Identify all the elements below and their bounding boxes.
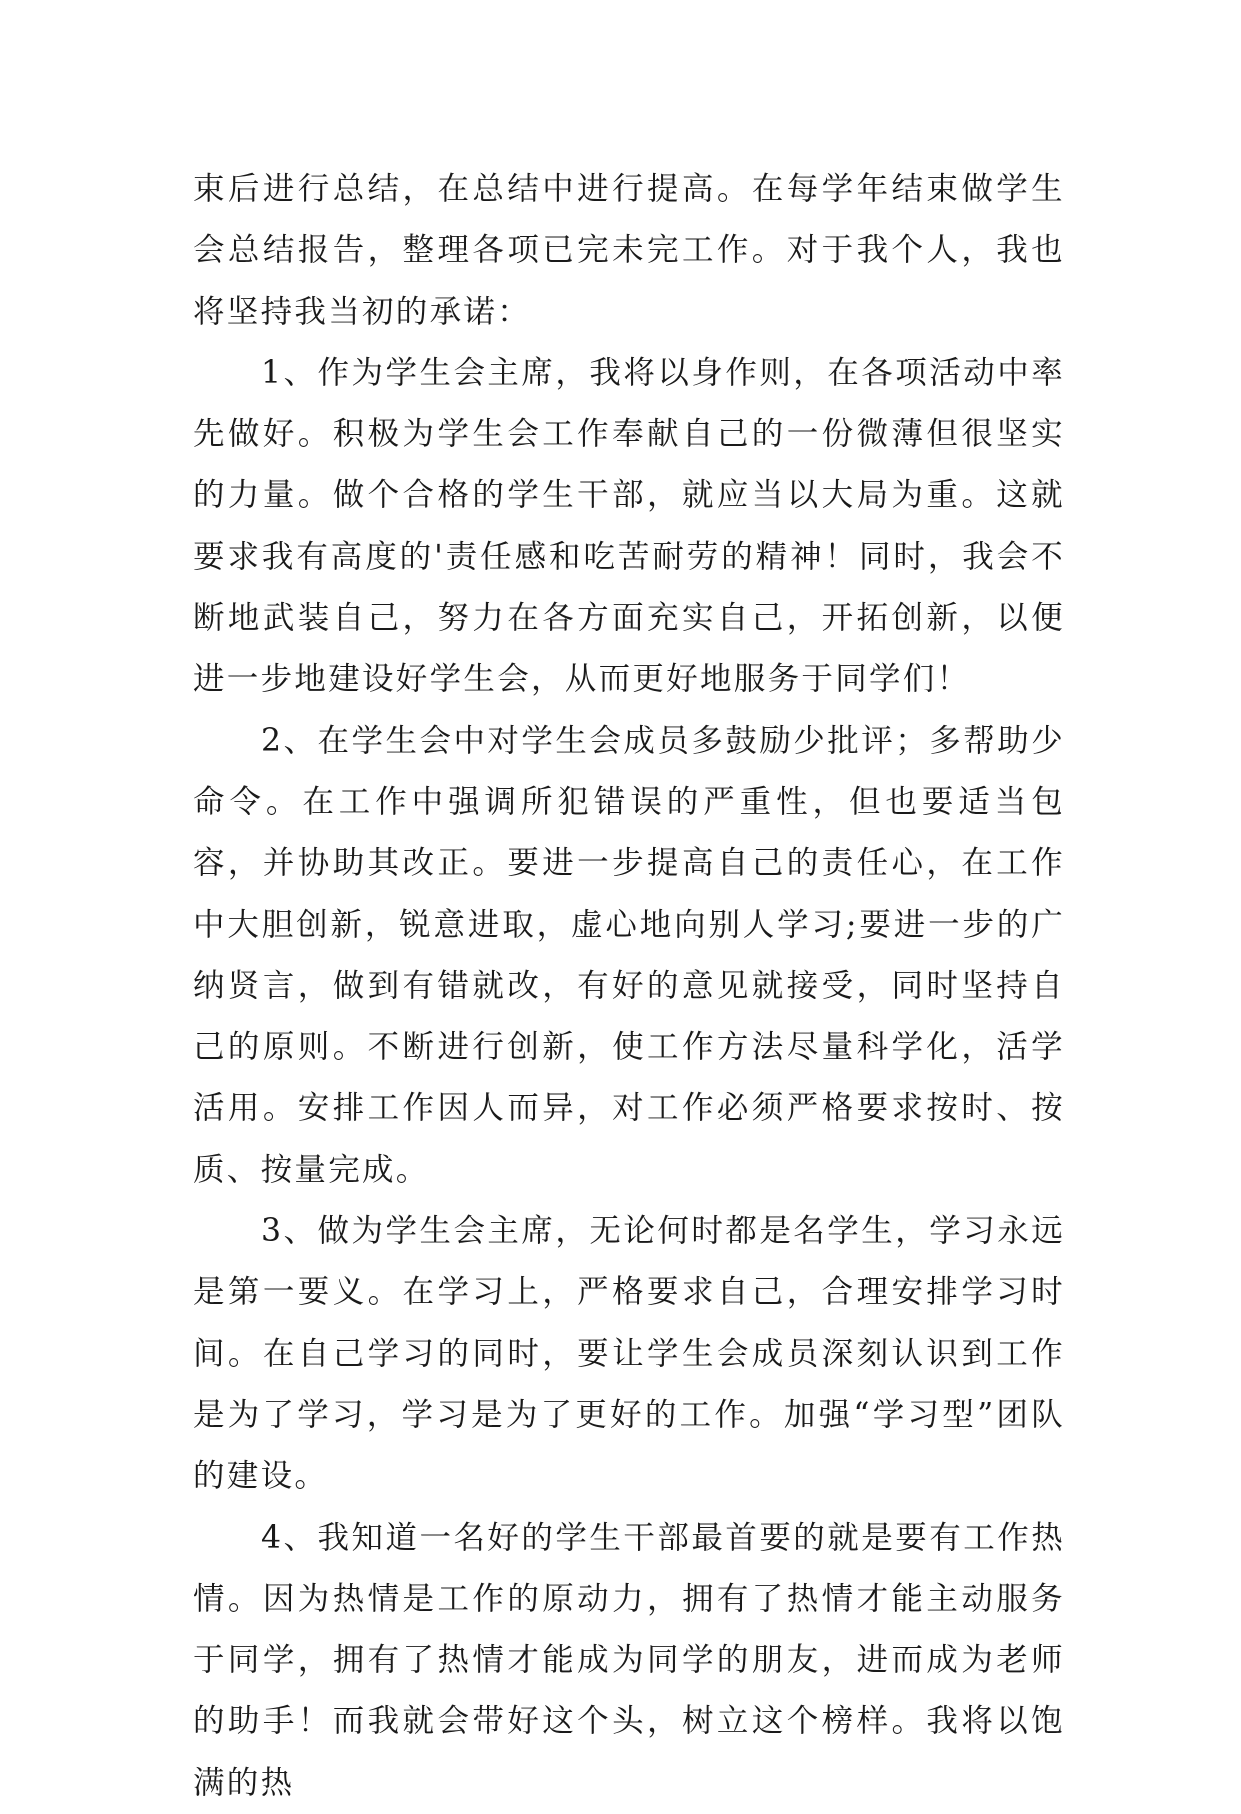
document-body — [193, 159, 1065, 1814]
paragraph-item-1: 1、作为学生会主席，我将以身作则，在各项活动中率先做好。积极为学生会工作奉献自己的一份微薄但很坚实的力量。做个合格的学生干部，就应当以大局为重。这就要求我有高度的'责任感和吃苦耐劳的精神！同时，我会不断地武装自己，努力在各方面充实自己，开拓创新，以便进一步地建设好学生会，从而更好地服务于同学们！ — [193, 354, 1065, 698]
paragraph-item-2: 2、在学生会中对学生会成员多鼓励少批评；多帮助少命令。在工作中强调所犯错误的严重性，但也要适当包容，并协助其改正。要进一步提高自己的责任心，在工作中大胆创新，锐意进取，虚心地向别人学习;要进一步的广纳贤言，做到有错就改，有好的意见就接受，同时坚持自己的原则。不断进行创新，使工作方法尽量科学化，活学活用。安排工作因人而异，对工作必须严格要求按时、按质、按量完成。 — [193, 722, 1065, 1188]
paragraph-continuation: 束后进行总结，在总结中进行提高。在每学年结束做学生会总结报告，整理各项已完未完工作。对于我个人，我也将坚持我当初的承诺： — [193, 171, 1065, 330]
paragraph-item-3: 3、做为学生会主席，无论何时都是名学生，学习永远是第一要义。在学习上，严格要求自己，合理安排学习时间。在自己学习的同时，要让学生会成员深刻认识到工作是为了学习，学习是为了更好的工作。加强“学习型”团队的建设。 — [193, 1213, 1065, 1495]
paragraph-item-4: 4、我知道一名好的学生干部最首要的就是要有工作热情。因为热情是工作的原动力，拥有了热情才能主动服务于同学，拥有了热情才能成为同学的朋友，进而成为老师的助手！而我就会带好这个头，树立这个榜样。我将以饱满的热 — [193, 1519, 1065, 1801]
